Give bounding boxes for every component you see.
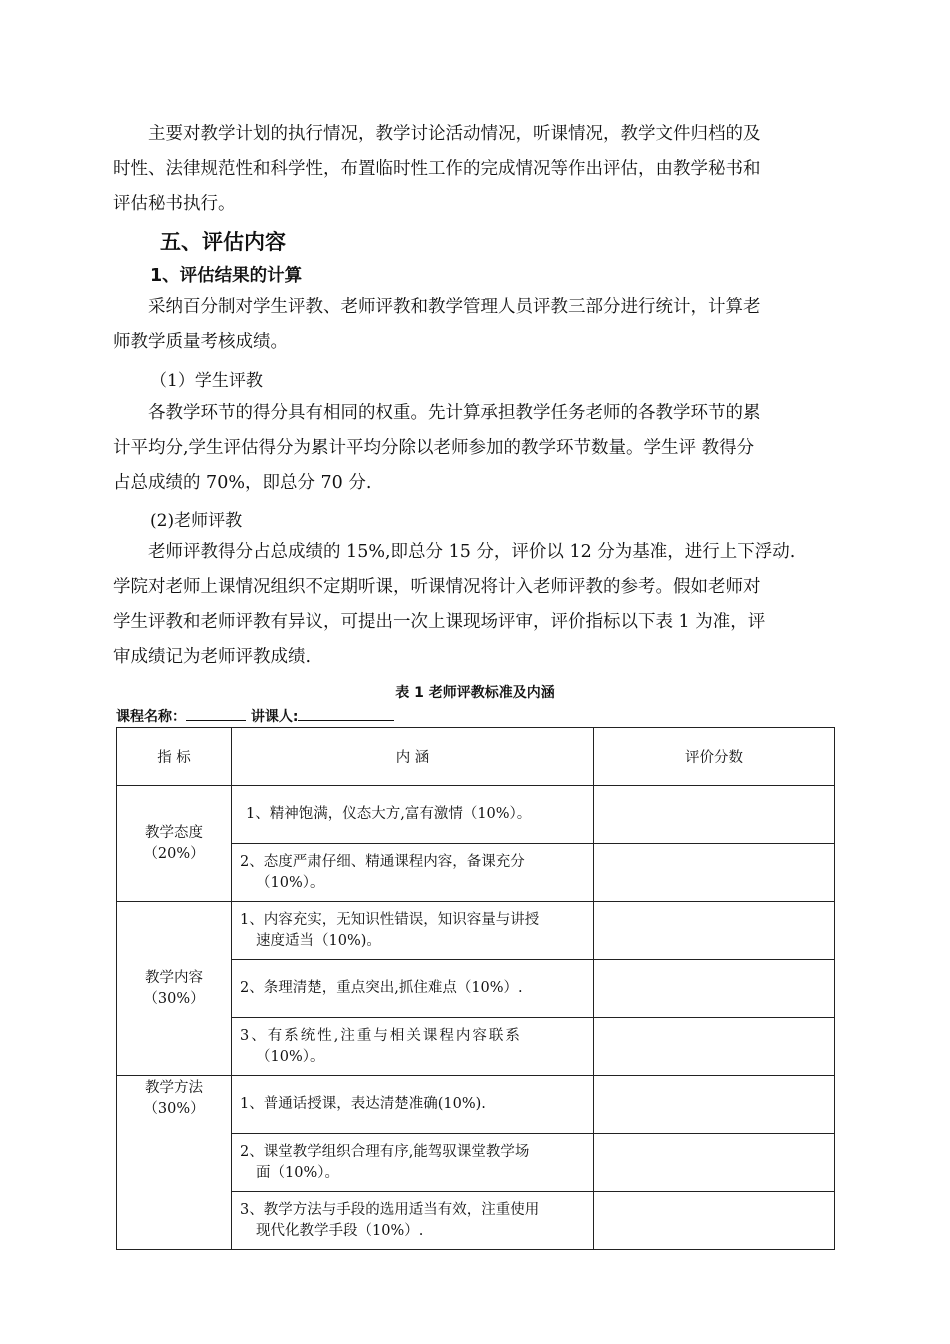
criterion-cell <box>232 1076 594 1134</box>
lecturer-label: 讲课人: <box>250 709 299 725</box>
course-name-blank <box>186 706 246 721</box>
text-line: 老师评教得分占总成绩的 15%,即总分 15 分，评价以 12 分为基准，进行上下浮动. <box>148 542 796 562</box>
criterion-text: 3、教学方法与手段的选用适当有效，注重使用 <box>240 1201 540 1218</box>
text-line: 采纳百分制对学生评教、老师评教和教学管理人员评教三部分进行统计，计算老 <box>148 297 761 317</box>
table-caption: 表 1 老师评教标准及内涵 <box>395 685 555 701</box>
criterion-text: 2、条理清楚，重点突出,抓住难点（10%）. <box>240 980 523 996</box>
criterion-cell <box>232 1134 594 1192</box>
criterion-cell <box>232 960 594 1018</box>
criterion-text-cont: （10%）。 <box>256 1048 325 1065</box>
category-weight: （30%） <box>143 1101 205 1117</box>
lecturer-blank <box>298 706 394 721</box>
score-cell[interactable] <box>594 1018 835 1076</box>
table-row <box>117 1076 835 1134</box>
section-heading: 五、评估内容 <box>160 230 286 254</box>
category-cell <box>117 786 232 902</box>
criterion-text: 1、精神饱满，仪态大方,富有激情（10%）。 <box>246 806 532 822</box>
criterion-text: 3、有系统性,注重与相关课程内容联系 <box>240 1027 522 1044</box>
criterion-text: 2、课堂教学组织合理有序,能驾驭课堂教学场 <box>240 1143 530 1160</box>
category-name: 教学方法 <box>145 1080 203 1096</box>
criterion-text: 1、内容充实，无知识性错误，知识容量与讲授 <box>240 911 540 928</box>
category-name: 教学态度 <box>145 824 203 841</box>
text-line: 主要对教学计划的执行情况，教学讨论活动情况，听课情况，教学文件归档的及 <box>148 124 761 144</box>
header-indicator: 指 标 <box>117 728 232 786</box>
table-row <box>117 786 835 844</box>
score-cell[interactable] <box>594 786 835 844</box>
score-cell[interactable] <box>594 960 835 1018</box>
criterion-cell <box>232 1192 594 1250</box>
text-line: 各教学环节的得分具有相同的权重。先计算承担教学任务老师的各教学环节的累 <box>148 403 761 423</box>
score-cell[interactable] <box>594 1192 835 1250</box>
category-cell <box>117 902 232 1076</box>
text-line: 计平均分,学生评估得分为累计平均分除以老师参加的教学环节数量。学生评 教得分 <box>113 438 755 458</box>
table-row <box>117 902 835 960</box>
teacher-eval-paragraph <box>113 535 838 675</box>
header-content: 内 涵 <box>232 728 594 786</box>
score-cell[interactable] <box>594 902 835 960</box>
criterion-text: 1、普通话授课，表达清楚准确(10%). <box>240 1096 486 1112</box>
criterion-cell <box>232 844 594 902</box>
teacher-eval-heading: (2)老师评教 <box>150 511 243 531</box>
criterion-cell <box>232 1018 594 1076</box>
score-cell[interactable] <box>594 1076 835 1134</box>
score-cell[interactable] <box>594 844 835 902</box>
evaluation-table <box>116 727 835 1250</box>
criterion-cell <box>232 902 594 960</box>
criterion-text-cont: 速度适当（10%)。 <box>256 932 381 949</box>
category-name: 教学内容 <box>145 969 203 986</box>
text-line: 学院对老师上课情况组织不定期听课，听课情况将计入老师评教的参考。假如老师对 <box>113 577 761 597</box>
category-cell <box>117 1076 232 1250</box>
text-line: 评估秘书执行。 <box>113 194 236 214</box>
criterion-text-cont: （10%）。 <box>256 874 325 891</box>
header-score: 评价分数 <box>594 728 835 786</box>
text-line: 师教学质量考核成绩。 <box>113 332 288 352</box>
text-line: 时性、法律规范性和科学性，布置临时性工作的完成情况等作出评估，由教学秘书和 <box>113 159 761 179</box>
text-line: 审成绩记为老师评教成绩. <box>113 647 312 667</box>
course-name-label: 课程名称： <box>116 709 186 725</box>
criterion-text-cont: 现代化教学手段（10%）. <box>256 1222 424 1239</box>
category-weight: （30%） <box>143 990 205 1007</box>
subsection-heading: 1、评估结果的计算 <box>150 266 303 286</box>
category-weight: （20%） <box>143 845 205 862</box>
student-eval-paragraph <box>113 396 838 501</box>
intro-paragraph <box>113 117 838 222</box>
calc-paragraph <box>113 290 838 360</box>
course-meta <box>116 706 394 726</box>
student-eval-heading: （1）学生评教 <box>150 371 263 391</box>
table-header-row <box>117 728 835 786</box>
text-line: 占总成绩的 70%，即总分 70 分. <box>113 473 372 493</box>
text-line: 学生评教和老师评教有异议，可提出一次上课现场评审，评价指标以下表 1 为准，评 <box>113 612 766 632</box>
score-cell[interactable] <box>594 1134 835 1192</box>
criterion-cell <box>232 786 594 844</box>
criterion-text-cont: 面（10%）。 <box>256 1164 339 1181</box>
criterion-text: 2、态度严肃仔细、精通课程内容，备课充分 <box>240 853 525 870</box>
